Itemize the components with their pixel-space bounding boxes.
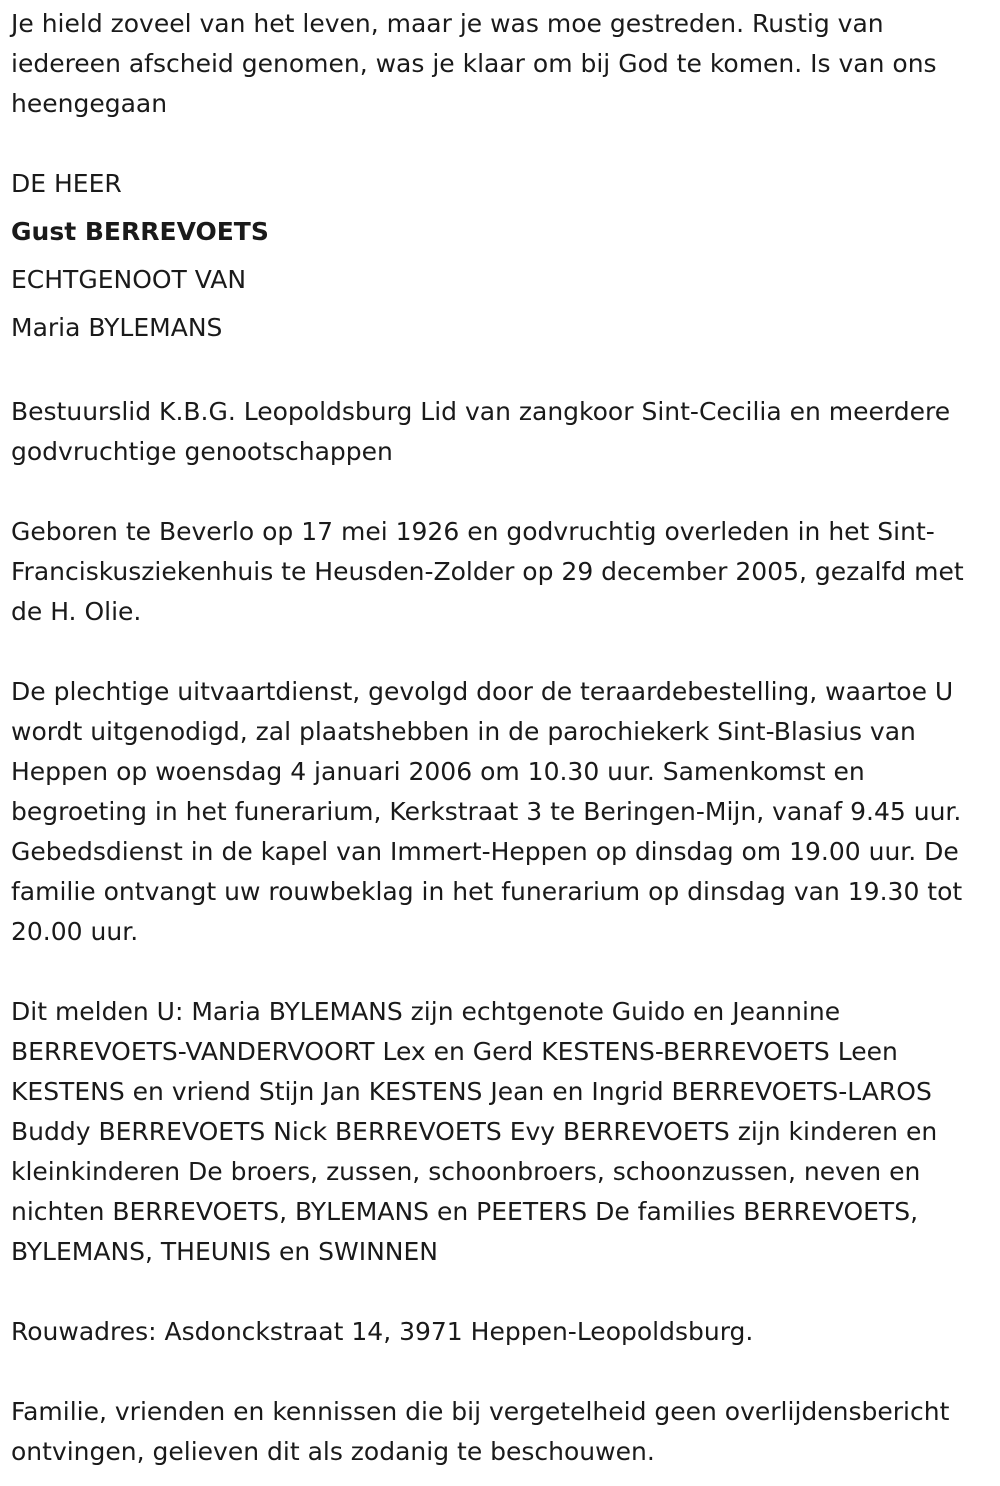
spouse-name: Maria BYLEMANS [11, 313, 223, 342]
spacer [11, 472, 1000, 512]
spacer [11, 1352, 1000, 1392]
intro-text: Je hield zoveel van het leven, maar je was moe gestreden. Rustig van iedereen afscheid genomen, was je klaar om bij God te komen. Is van ons heengegaan [11, 9, 937, 118]
announced-by-text: Dit melden U: Maria BYLEMANS zijn echtgenote Guido en Jeannine BERREVOETS-VANDERVOORT Lex en Gerd KESTENS-BERREVOETS Leen KESTENS en vriend Stijn Jan KESTENS Jean en Ingrid BERREVOETS-LAROS Buddy BERREVOETS Nick BERREVOETS Evy BERREVOETS zijn kinderen en kleinkinderen De broers, zussen, schoonbroers, schoonzussen, neven en nichten BERREVOETS, BYLEMANS en PEETERS De families BERREVOETS, BYLEMANS, THEUNIS en SWINNEN [11, 997, 938, 1266]
address-text: Rouwadres: Asdonckstraat 14, 3971 Heppen-Leopoldsburg. [11, 1317, 754, 1346]
spouse-label: ECHTGENOOT VAN [11, 265, 247, 294]
spacer [11, 632, 1000, 672]
spacer [11, 352, 1000, 392]
spacer [11, 952, 1000, 992]
funeral-text: De plechtige uitvaartdienst, gevolgd door de teraardebestelling, waartoe U wordt uitgenodigd, zal plaatshebben in de parochiekerk Sint-Blasius van Heppen op woensdag 4 januari 2006 om 10.30 uur. Samenkomst en begroeting in het funerarium, Kerkstraat 3 te Beringen-Mijn, vanaf 9.45 uur. Gebedsdienst in de kapel van Immert-Heppen op dinsdag om 19.00 uur. De familie ontvangt uw rouwbeklag in het funerarium op dinsdag van 19.30 tot 20.00 uur. [11, 677, 963, 946]
deceased-name: Gust BERREVOETS [11, 217, 269, 246]
memberships-text: Bestuurslid K.B.G. Leopoldsburg Lid van zangkoor Sint-Cecilia en meerdere godvruchtige genootschappen [11, 397, 951, 466]
spacer [11, 124, 1000, 164]
closing-text: Familie, vrienden en kennissen die bij vergetelheid geen overlijdensbericht ontvingen, gelieven dit als zodanig te beschouwen. [11, 1397, 950, 1466]
spacer [11, 1272, 1000, 1312]
title-prefix: DE HEER [11, 169, 122, 198]
deceased-title-block [11, 160, 1000, 352]
birth-death-text: Geboren te Beverlo op 17 mei 1926 en godvruchtig overleden in het Sint-Franciskusziekenhuis te Heusden-Zolder op 29 december 2005, gezalfd met de H. Olie. [11, 517, 964, 626]
